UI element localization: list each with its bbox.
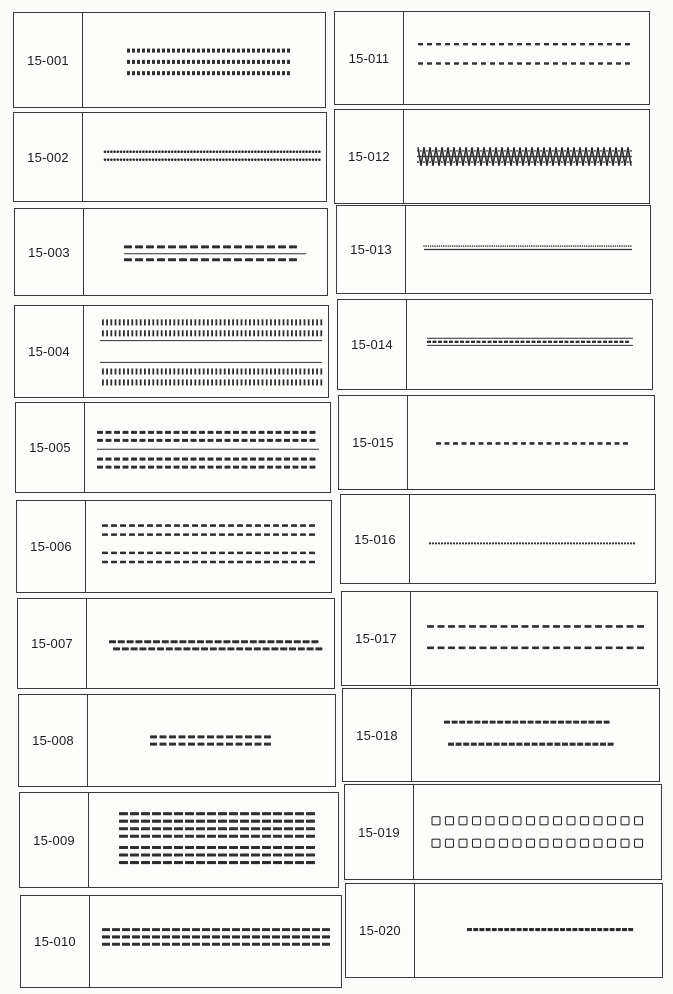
- swatch-card-15-008: [18, 694, 336, 787]
- stitch-pattern-square-outline-rows: [414, 785, 661, 879]
- swatch-code: 15-020: [346, 884, 415, 977]
- stitch-pattern: [410, 495, 655, 583]
- swatch-card-15-015: [338, 395, 655, 490]
- stitch-pattern-single-bold-dash: [415, 884, 662, 977]
- stitch-pattern: [90, 896, 341, 987]
- swatch-code: 15-007: [18, 599, 87, 688]
- swatch-code: 15-017: [342, 592, 411, 685]
- swatch-code: 15-011: [335, 12, 404, 104]
- swatch-card-15-004: [14, 305, 329, 398]
- stitch-pattern: [84, 209, 327, 295]
- swatch-card-15-016: [340, 494, 656, 584]
- swatch-card-15-013: [336, 205, 651, 294]
- stitch-pattern: [89, 793, 338, 887]
- swatch-code: 15-012: [335, 110, 404, 203]
- swatch-code: 15-004: [15, 306, 84, 397]
- swatch-code: 15-009: [20, 793, 89, 887]
- stitch-pattern-double-dash-pair: [86, 501, 331, 592]
- swatch-code: 15-003: [15, 209, 84, 295]
- stitch-pattern-dash-rows-with-center-line: [85, 403, 330, 492]
- swatch-code: 15-018: [343, 689, 412, 781]
- stitch-pattern-fine-line-stitch: [406, 206, 650, 293]
- stitch-pattern: [86, 501, 331, 592]
- stitch-pattern-sparse-dash-pair: [404, 12, 649, 104]
- swatch-card-15-012: [334, 109, 650, 204]
- swatch-card-15-010: [20, 895, 342, 988]
- stitch-pattern-triple-dash-rows: [90, 896, 341, 987]
- swatch-code: 15-014: [338, 300, 407, 389]
- stitch-pattern: [404, 12, 649, 104]
- stitch-pattern: [407, 300, 652, 389]
- stitch-pattern: [415, 884, 662, 977]
- swatch-card-15-001: [13, 12, 326, 108]
- swatch-code: 15-005: [16, 403, 85, 492]
- stitch-pattern: [83, 13, 325, 107]
- stitch-pattern-fine-dot-line: [410, 495, 655, 583]
- stitch-pattern-thick-dash-row: [87, 599, 334, 688]
- stitch-pattern: [87, 599, 334, 688]
- swatch-card-15-005: [15, 402, 331, 493]
- swatch-code: 15-016: [341, 495, 410, 583]
- swatch-card-15-017: [341, 591, 658, 686]
- stitch-pattern-wide-dash-pair: [411, 592, 657, 685]
- swatch-code: 15-006: [17, 501, 86, 592]
- swatch-card-15-014: [337, 299, 653, 390]
- stitch-pattern-dash-rows-with-line: [84, 209, 327, 295]
- stitch-pattern: [406, 206, 650, 293]
- stitch-pattern-dash-between-lines: [407, 300, 652, 389]
- swatch-card-15-003: [14, 208, 328, 296]
- swatch-code: 15-013: [337, 206, 406, 293]
- swatch-code: 15-015: [339, 396, 408, 489]
- stitch-pattern-single-dash-row: [408, 396, 654, 489]
- stitch-pattern-short-dash-pair: [88, 695, 335, 786]
- swatch-card-15-006: [16, 500, 332, 593]
- stitch-pattern-offset-dash-pair: [412, 689, 659, 781]
- swatch-card-15-009: [19, 792, 339, 888]
- stitch-pattern: [414, 785, 661, 879]
- stitch-pattern: [84, 306, 328, 397]
- swatch-card-15-018: [342, 688, 660, 782]
- swatch-code: 15-001: [14, 13, 83, 107]
- stitch-pattern: [404, 110, 649, 203]
- stitch-pattern: [83, 113, 326, 201]
- stitch-pattern: [412, 689, 659, 781]
- stitch-pattern-dense-dots-block: [83, 13, 325, 107]
- stitch-pattern: [85, 403, 330, 492]
- stitch-pattern: [408, 396, 654, 489]
- swatch-card-15-020: [345, 883, 663, 978]
- swatch-card-15-011: [334, 11, 650, 105]
- swatch-card-15-002: [13, 112, 327, 202]
- stitch-pattern-multi-dash-block: [89, 793, 338, 887]
- swatch-card-15-019: [344, 784, 662, 880]
- stitch-pattern-zigzag-band: [404, 110, 649, 203]
- stitch-pattern: [88, 695, 335, 786]
- swatch-code: 15-008: [19, 695, 88, 786]
- swatch-card-15-007: [17, 598, 335, 689]
- stitch-pattern: [411, 592, 657, 685]
- swatch-code: 15-019: [345, 785, 414, 879]
- stitch-pattern-double-dot-row: [83, 113, 326, 201]
- stitch-pattern-tall-tick-rows-with-lines: [84, 306, 328, 397]
- swatch-code: 15-010: [21, 896, 90, 987]
- swatch-code: 15-002: [14, 113, 83, 201]
